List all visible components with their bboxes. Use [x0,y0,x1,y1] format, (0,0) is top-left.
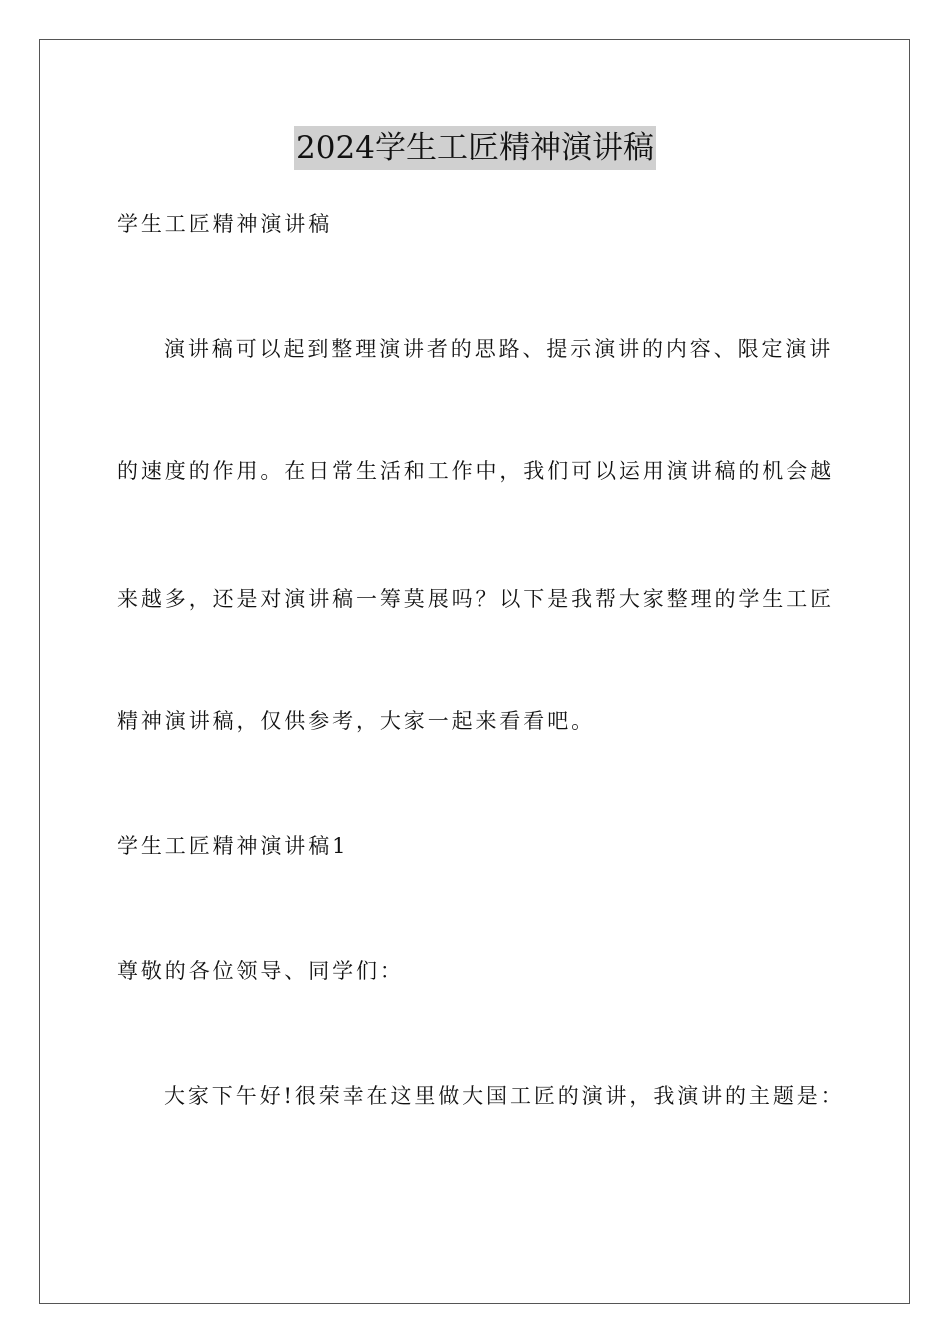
paragraph-line: 来越多，还是对演讲稿一筹莫展吗？以下是我帮大家整理的学生工匠 [117,587,834,611]
title-container [0,126,950,170]
paragraph-line: 演讲稿可以起到整理演讲者的思路、提示演讲的内容、限定演讲 [164,337,834,361]
paragraph-line: 精神演讲稿，仅供参考，大家一起来看看吧。 [117,709,595,733]
salutation-line: 尊敬的各位领导、同学们： [117,959,404,983]
paragraph-line: 大家下午好!很荣幸在这里做大国工匠的演讲，我演讲的主题是： [164,1084,845,1108]
paragraph-line: 的速度的作用。在日常生活和工作中，我们可以运用演讲稿的机会越 [117,459,834,483]
subtitle-line: 学生工匠精神演讲稿 [117,212,333,236]
section-heading: 学生工匠精神演讲稿1 [117,834,349,858]
document-title: 2024学生工匠精神演讲稿 [294,126,656,170]
